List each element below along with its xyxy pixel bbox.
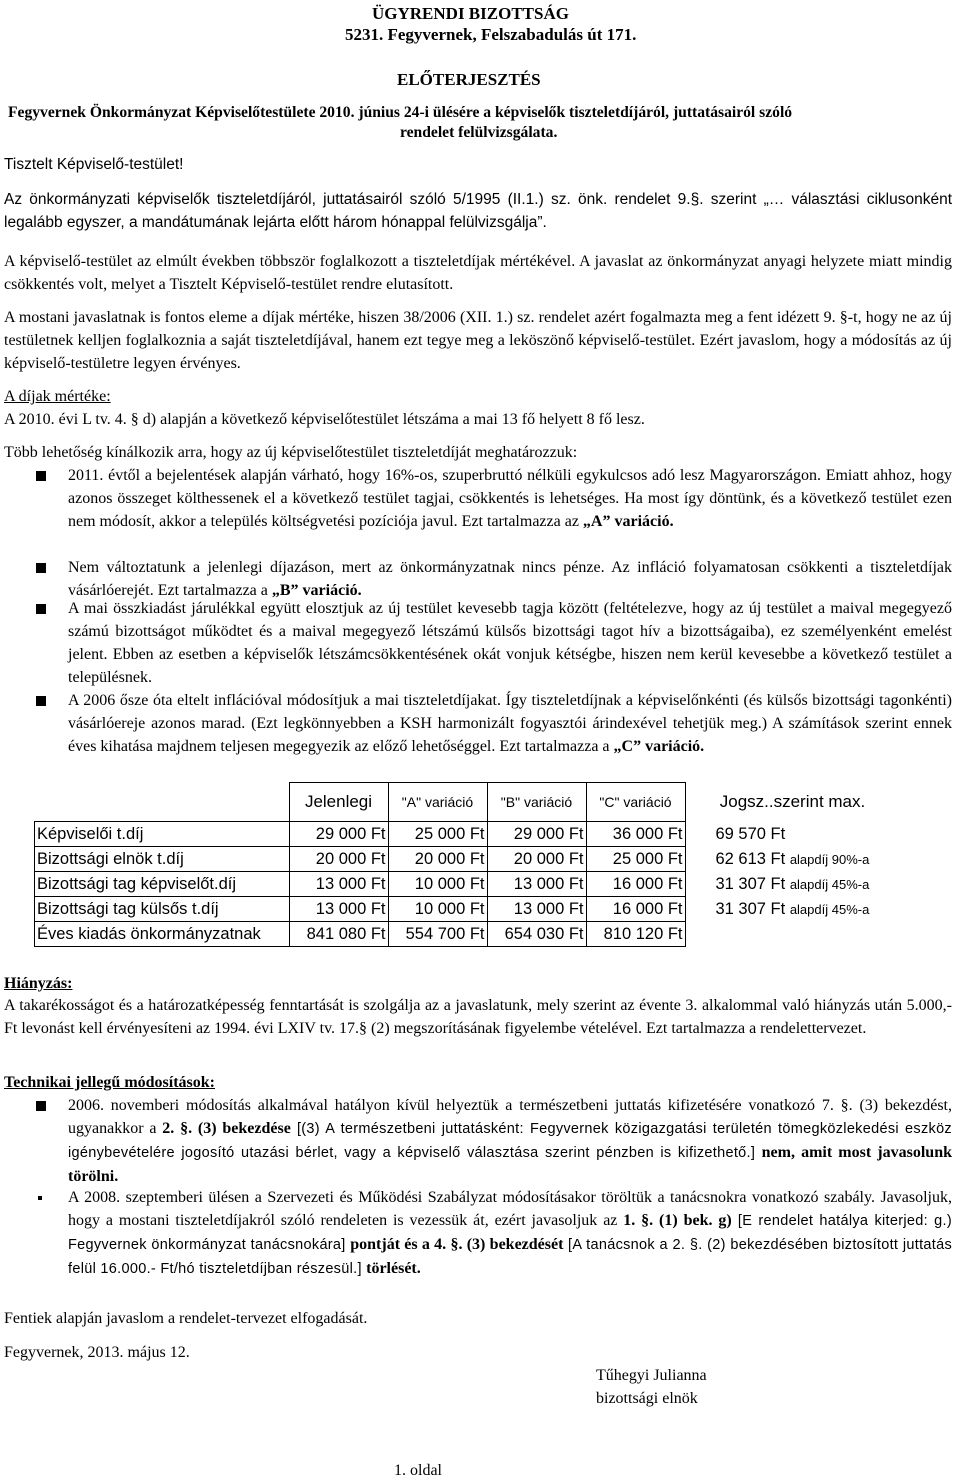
table-row [35,897,901,922]
cell: 20 000 Ft [289,847,388,872]
closing-proposal: Fentiek alapján javaslom a rendelet-tervezet elfogadását. [4,1310,368,1327]
max-value: 31 307 Ft [715,899,786,918]
tech1-quote: [(3) A természetbeni juttatásként: Fegyvernek közigazgatási területén tömegközlekedési eszköz igénybevételére jogosító utazási bérlet, vagy a képviselő választása szerint pénzben is kifizethető.] [68,1121,952,1161]
row-label: Bizottsági elnök t.díj [35,847,290,872]
tech2-quote-2: [A tanácsnok a 2. §. (2) bekezdésében biztosított juttatás felül 16.000.- Ft/hó tiszteletdíjban részesül.] [68,1237,952,1277]
paragraph-2: A képviselő-testület az elmúlt években többször foglalkozott a tiszteletdíjak mértékével. A javaslat az önkormányzat anyagi helyzete miatt mindig csökkentés volt, melyet a Tisztelt Képviselő-testület rendre elutasított. [4,253,952,293]
option-c-text: A 2006 ősze óta eltelt inflációval módosítjuk a mai tiszteletdíjakat. Így tiszteletdíjnak a képviselőnkénti (és külsős bizottsági tagonkénti) vásárlóereje azonos marad. (Ezt legkönnyebben a KSH harmonizált fogyasztói árindexével tehetjük meg.) A számítások szerint ennek éves kihatása majdnem teljesen megegyezik az előző lehetőséggel. Ezt tartalmazza a [68,692,952,755]
header-cell: "C" variáció [586,783,685,822]
cell: 810 120 Ft [586,922,685,947]
bullet-square-icon [36,563,46,573]
option-item-b [36,556,952,602]
max-note: alapdíj 45%-a [789,876,870,892]
cell: 29 000 Ft [487,822,586,847]
bullet-square-icon [36,471,46,481]
subject-line-1: Fegyvernek Önkormányzat Képviselőtestülete 2010. június 24-i ülésére a képviselők tiszteletdíjáról, juttatásairól szóló [8,104,793,121]
header-cell: "A" variáció [388,783,487,822]
row-label: Bizottsági tag külsős t.díj [35,897,290,922]
tech2-text-a: A 2008. szeptemberi ülésen a Szervezeti és Működési Szabályzat módosításakor töröltük a tanácsnokra vonatkozó szabály. Javasoljuk, hogy a mostani tiszteletdíjakról szóló rendeleten is vezessük át, ezért javasoljuk az [68,1189,952,1229]
bullet-square-icon [36,696,46,706]
tech1-text-a: 2006. novemberi módosítás alkalmával hatályon kívül helyeztük a természetbeni juttatás kifizetésére vonatkozó 7. §. (3) bekezdést, ugyanakkor a [68,1097,952,1137]
table-row [35,872,901,897]
header-cell: Jogsz..szerint max. [719,792,866,811]
cell: 25 000 Ft [388,822,487,847]
header-org: ÜGYRENDI BIZOTTSÁG [372,4,569,23]
cell: 554 700 Ft [388,922,487,947]
tech1-bold-2: nem, amit most javasolunk törölni. [68,1144,952,1185]
cell: 841 080 Ft [289,922,388,947]
tech2-bold-2: pontját és a 4. §. (3) bekezdését [350,1236,564,1253]
table-row [35,922,901,947]
signer-title: bizottsági elnök [596,1390,698,1407]
option-item-c [36,689,952,758]
cell: 654 030 Ft [487,922,586,947]
cell: 13 000 Ft [289,872,388,897]
fees-table [34,782,901,947]
table-header-row [35,783,901,822]
cell: 10 000 Ft [388,897,487,922]
header-cell: Jelenlegi [289,783,388,822]
absence-text: A takarékosságot és a határozatképesség fenntartását is szolgálja az a javaslatunk, mely szerint az évente 3. alkalommal való hiányzás után 5.000,-Ft levonást kell érvényesíteni az 1994. évi LXIV tv. 17.§ (2) megszorításának figyelembe vételével. Ezt tartalmazza a rendelettervezet. [4,997,952,1037]
cell: 16 000 Ft [586,897,685,922]
option-a-label: „A” variáció. [582,513,674,530]
tech2-bold-1: 1. §. (1) bek. g) [623,1212,732,1229]
subject-line-2: rendelet felülvizsgálata. [400,124,558,141]
option-c-label: „C” variáció. [613,738,705,755]
option-a-text: 2011. évtől a bejelentések alapján várható, hogy 16%-os, szuperbruttó nélküli egykulcsos adó lesz Magyarországon. Emiatt ahhoz, hogy azonos összeget költhessenek el a következő testület tagjai, csökkentés is lehetséges. Ha most így döntünk, és a következő testület ezen nem módosít, akkor a település költségvetési pozíciója javul. Ezt tartalmazza az [68,467,952,530]
cell: 20 000 Ft [388,847,487,872]
option-item-a [36,464,952,533]
absence-heading: Hiányzás: [4,975,73,992]
tech2-bold-3: törlését. [366,1260,421,1277]
paragraph-3: A mostani javaslatnak is fontos eleme a díjak mértéke, hiszen 38/2006 (XII. 1.) sz. rendelet azért fogalmazta meg a fent idézett 9. §-t, hogy ne az új testületnek kelljen foglalkoznia a saját tiszteletdíjával, hanem ezt tegye meg a leköszönő képviselő-testület. Ezért javaslom, hogy a módosítás az új képviselő-testületre legyen érvényes. [4,309,952,372]
cell: 13 000 Ft [289,897,388,922]
tech1-bold-1: 2. §. (3) bekezdése [162,1120,291,1137]
max-value: 69 570 Ft [715,824,786,843]
row-label: Éves kiadás önkormányzatnak [35,922,290,947]
technical-item-1 [36,1094,952,1188]
max-note: alapdíj 45%-a [789,901,870,917]
technical-item-2 [36,1186,952,1281]
paragraph-5: Több lehetőség kínálkozik arra, hogy az új képviselőtestület tiszteletdíját meghatározzuk: [4,444,578,461]
max-value: 62 613 Ft [715,849,786,868]
option-b-label: „B” variáció. [271,582,362,599]
cell: 29 000 Ft [289,822,388,847]
place-date: Fegyvernek, 2013. május 12. [4,1344,190,1361]
option-item-3 [36,597,952,689]
cell: 25 000 Ft [586,847,685,872]
bullet-dot-icon [38,1196,42,1200]
row-label: Bizottsági tag képviselőt.díj [35,872,290,897]
paragraph-1: Az önkormányzati képviselők tiszteletdíjáról, juttatásairól szóló 5/1995 (II.1.) sz. önk. rendelet 9.§. szerint „… választási ciklusonként legalább egyszer, a mandátumának lejárta előtt három hónappal felülvizsgálja”. [4,191,952,231]
cell: 16 000 Ft [586,872,685,897]
header-address: 5231. Fegyvernek, Felszabadulás út 171. [345,25,637,44]
max-value: 31 307 Ft [715,874,786,893]
fees-heading: A díjak mértéke: [4,388,111,405]
signer-name: Tűhegyi Julianna [596,1367,707,1384]
table-row [35,822,901,847]
max-note: alapdíj 90%-a [789,851,870,867]
bullet-square-icon [36,1101,46,1111]
cell: 36 000 Ft [586,822,685,847]
bullet-square-icon [36,604,46,614]
technical-heading: Technikai jellegű módosítások: [4,1074,215,1091]
page-number: 1. oldal [394,1462,442,1479]
doc-type-title: ELŐTERJESZTÉS [397,70,541,89]
cell: 20 000 Ft [487,847,586,872]
table-row [35,847,901,872]
row-label: Képviselői t.díj [35,822,290,847]
salutation: Tisztelt Képviselő-testület! [4,156,184,173]
cell: 10 000 Ft [388,872,487,897]
cell: 13 000 Ft [487,872,586,897]
option-3-text: A mai összkiadást járulékkal együtt elosztjuk az új testület kevesebb tagja között (feltételezve, hogy az új testület a maival megegyező számú bizottságot működtet és a maival megegyező létszámú külsős bizottsági tagot hív a bizottságaiba), ez személyenként emelést jelent. Ebben az esetben a képviselők létszámcsökkentésének okát vonjuk kétségbe, hiszen nem kerül kevesebbe a következő testület a településnek. [68,600,952,686]
paragraph-4: A 2010. évi L tv. 4. § d) alapján a következő képviselőtestület létszáma a mai 13 fő helyett 8 fő lesz. [4,411,645,428]
cell: 13 000 Ft [487,897,586,922]
header-cell: "B" variáció [487,783,586,822]
tech2-quote-1: [E rendelet hatálya kiterjed: g.) Fegyvernek önkormányzat tanácsnokára] [68,1213,952,1253]
option-b-text: Nem változtatunk a jelenlegi díjazáson, mert az önkormányzatnak nincs pénze. Az infláció folyamatosan csökkenti a tiszteletdíjak vásárlóerejét. Ezt tartalmazza a [68,559,952,599]
